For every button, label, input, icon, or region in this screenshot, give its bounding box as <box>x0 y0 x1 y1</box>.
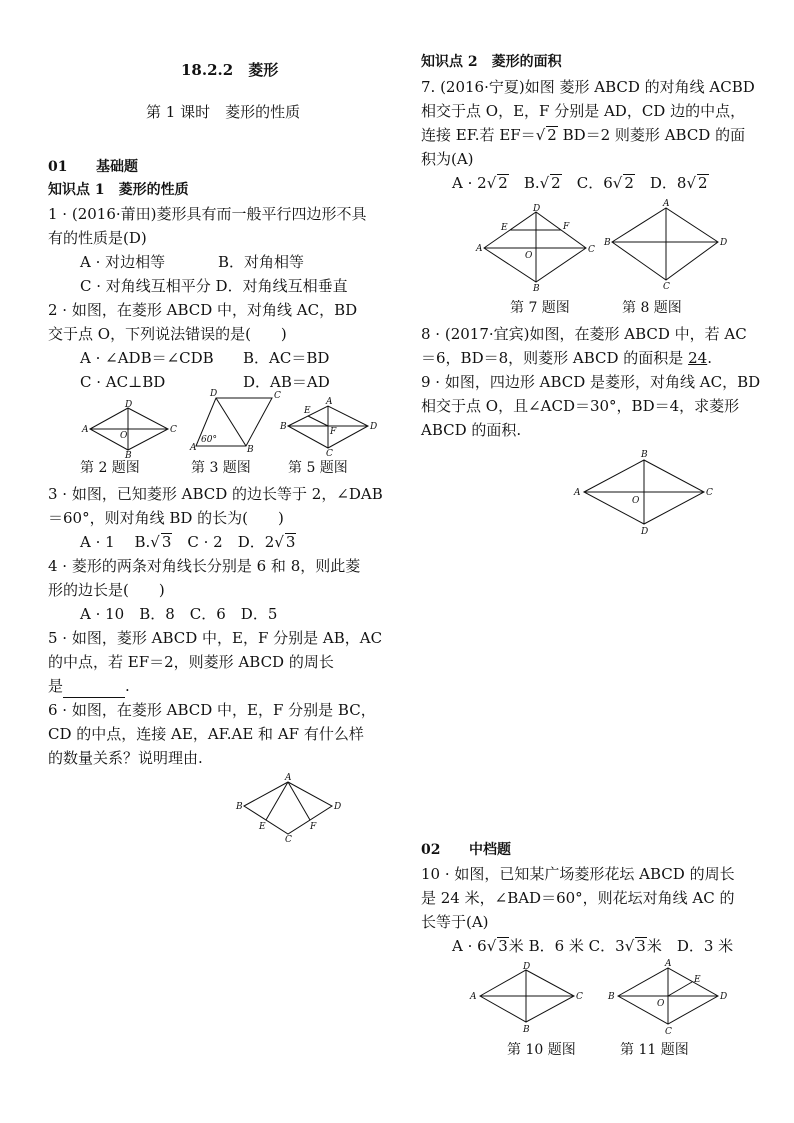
q7-line3-radicand: 2 <box>547 126 557 144</box>
fig6-label-d: D <box>334 802 342 812</box>
q8-line2 <box>421 346 712 370</box>
fig3-label-c: C <box>274 391 281 401</box>
figure-8-rhombus <box>604 200 728 290</box>
figure-9-rhombus <box>572 448 718 538</box>
q3-option-d-radicand: 3 <box>285 533 296 551</box>
part1-number: 01 <box>48 159 68 175</box>
section-title: 18.2.2 菱形 <box>181 61 279 79</box>
q10-option-a-unit: 米 <box>508 937 524 955</box>
caption-figure-7: 第 7 题图 <box>510 300 570 316</box>
fig2-label-a: A <box>82 425 89 435</box>
q7-line4: 积为(A) <box>421 150 474 168</box>
fig2-label-d: D <box>125 400 133 410</box>
part2-title: 中档题 <box>469 842 511 858</box>
fig11-label-a: A <box>665 959 672 969</box>
q8-answer: 24 <box>688 349 708 367</box>
q10-option-c-radicand: 3 <box>636 937 646 955</box>
q7-option-d-radicand: 2 <box>698 174 708 192</box>
q1-option-cd: C · 对角线互相平分 D．对角线互相垂直 <box>80 277 348 295</box>
q9-line1: 9 · 如图，四边形 ABCD 是菱形，对角线 AC，BD <box>421 373 761 391</box>
q6-line1: 6 · 如图，在菱形 ABCD 中，E，F 分别是 BC， <box>48 701 376 719</box>
q2-line2: 交于点 O，下列说法错误的是( ) <box>48 325 287 343</box>
q10-options: A · 6√ 3米 B．6 米 C．3√ 3米 D．3 米 <box>452 937 734 955</box>
figure-10-rhombus <box>470 962 588 1036</box>
fig10-label-a: A <box>470 992 477 1002</box>
fig2-label-c: C <box>170 425 177 435</box>
q10-option-bc: B．6 米 C．3 <box>523 937 625 955</box>
q4-line1: 4 · 菱形的两条对角线长分别是 6 和 8，则此菱 <box>48 557 361 575</box>
q7-option-b: B. <box>523 174 540 192</box>
fig5-label-b: B <box>280 422 287 432</box>
q2-option-c: C · AC⊥BD <box>80 373 166 391</box>
fig7-label-o: O <box>525 251 533 261</box>
q8-line2b: . <box>707 349 712 367</box>
q10-line1: 10 · 如图，已知某广场菱形花坛 ABCD 的周长 <box>421 865 735 883</box>
q5-line2: 的中点，若 EF＝2，则菱形 ABCD 的周长 <box>48 653 334 671</box>
figure-11-rhombus <box>606 959 732 1037</box>
fig11-label-e: E <box>694 975 701 985</box>
fig11-label-d: D <box>720 992 728 1002</box>
fig2-label-o: O <box>120 431 128 441</box>
q7-option-a-radicand: 2 <box>498 174 508 192</box>
fig6-label-c: C <box>285 835 292 845</box>
fig6-label-a: A <box>285 773 292 783</box>
fig5-label-d: D <box>370 422 378 432</box>
fig11-label-b: B <box>608 992 615 1002</box>
q10-option-a: A · 6 <box>452 937 487 955</box>
fig7-label-b: B <box>533 284 540 294</box>
caption-figure-11: 第 11 题图 <box>620 1042 689 1058</box>
q10-line3: 长等于(A) <box>421 913 489 931</box>
q7-line1: 7. (2016·宁夏)如图 菱形 ABCD 的对角线 ACBD <box>421 78 755 96</box>
q3-line2: ＝60°，则对角线 BD 的长为( ) <box>48 509 284 527</box>
fig3-label-b: B <box>247 445 254 455</box>
q6-line3: 的数量关系？说明理由. <box>48 749 203 767</box>
fig11-label-o: O <box>657 999 665 1009</box>
fig7-label-c: C <box>588 245 595 255</box>
figure-3-rhombus <box>190 389 281 455</box>
caption-figure-10: 第 10 题图 <box>507 1042 576 1058</box>
q7-option-d: D．8 <box>649 174 687 192</box>
q1-line1: 1 · (2016·莆田)菱形具有而一般平行四边形不具 <box>48 205 367 223</box>
fig9-label-b: B <box>641 450 648 460</box>
fig6-label-f: F <box>310 822 317 832</box>
q8-line1: 8 · (2017·宜宾)如图，在菱形 ABCD 中，若 AC <box>421 325 747 343</box>
q3-option-c: C · 2 <box>187 533 223 551</box>
q7-options: A · 2√ 2 B.√ 2 C．6√ 2 D．8√ 2 <box>452 174 708 192</box>
q10-option-cd: 米 D．3 米 <box>646 937 734 955</box>
fig7-label-a: A <box>476 244 483 254</box>
q7-line2: 相交于点 O，E，F 分别是 AD，CD 边的中点， <box>421 102 746 120</box>
fig11-label-c: C <box>665 1027 672 1037</box>
fig9-label-o: O <box>632 496 640 506</box>
knowledge-point-2: 知识点 2 菱形的面积 <box>421 54 562 70</box>
caption-figure-3: 第 3 题图 <box>191 460 251 476</box>
q8-line2a: ＝6，BD＝8，则菱形 ABCD 的面积是 <box>421 349 689 367</box>
fig2-label-b: B <box>125 451 132 461</box>
fig8-label-a: A <box>663 199 670 209</box>
caption-figure-5: 第 5 题图 <box>288 460 348 476</box>
fig8-label-c: C <box>663 282 670 292</box>
fig6-label-e: E <box>259 822 266 832</box>
q7-option-a: A · 2 <box>452 174 487 192</box>
lesson-title: 第 1 课时 菱形的性质 <box>146 103 301 121</box>
q3-option-b-radicand: 3 <box>161 533 172 551</box>
q3-line1: 3 · 如图，已知菱形 ABCD 的边长等于 2，∠DAB <box>48 485 383 503</box>
q4-options: A · 10 B．8 C．6 D．5 <box>80 605 278 623</box>
q1-option-a: A · 对边相等 <box>80 253 166 271</box>
fig9-label-a: A <box>574 488 581 498</box>
figure-2-rhombus <box>82 400 177 461</box>
q5-answer-blank <box>63 681 125 698</box>
q2-option-a: A · ∠ADB＝∠CDB <box>80 349 214 367</box>
fig5-label-c: C <box>326 449 333 459</box>
part2-number: 02 <box>421 842 441 858</box>
fig3-angle-60: 60° <box>201 435 217 445</box>
q2-option-d: D．AB＝AD <box>243 373 330 391</box>
q5-line3-text: 是 <box>48 677 64 695</box>
q10-option-a-radicand: 3 <box>498 937 508 955</box>
fig7-label-e: E <box>501 223 508 233</box>
q10-line2: 是 24 米，∠BAD＝60°，则花坛对角线 AC 的 <box>421 889 735 907</box>
fig7-label-d: D <box>533 204 541 214</box>
fig3-label-a: A <box>190 443 197 453</box>
q3-options: A · 1 B.√ 3 C · 2 D．2√ 3 <box>80 533 296 551</box>
q1-line2: 有的性质是(D) <box>48 229 147 247</box>
fig8-label-b: B <box>604 238 611 248</box>
q9-line3: ABCD 的面积. <box>421 421 522 439</box>
fig5-label-f: F <box>330 427 337 437</box>
q2-line1: 2 · 如图，在菱形 ABCD 中，对角线 AC，BD <box>48 301 358 319</box>
fig9-label-d: D <box>641 527 649 537</box>
q7-line3a: 连接 EF.若 EF＝ <box>421 126 536 144</box>
fig10-label-b: B <box>523 1025 530 1035</box>
caption-figure-2: 第 2 题图 <box>80 460 140 476</box>
figure-7-rhombus <box>476 204 596 294</box>
q7-line3b: BD＝2 则菱形 ABCD 的面 <box>557 126 746 144</box>
fig9-label-c: C <box>706 488 713 498</box>
q3-option-d: D．2 <box>237 533 275 551</box>
q3-option-b: B. <box>134 533 151 551</box>
q4-line2: 形的边长是( ) <box>48 581 165 599</box>
fig7-label-f: F <box>563 222 570 232</box>
q7-line3: 连接 EF.若 EF＝√ 2 BD＝2 则菱形 ABCD 的面 <box>421 126 746 144</box>
q7-option-c: C．6 <box>576 174 613 192</box>
fig5-label-a: A <box>326 397 333 407</box>
knowledge-point-1: 知识点 1 菱形的性质 <box>48 182 189 198</box>
q3-option-a: A · 1 <box>80 533 115 551</box>
fig3-label-d: D <box>210 389 218 399</box>
fig6-label-b: B <box>236 802 243 812</box>
part1-title: 基础题 <box>96 159 138 175</box>
fig8-label-d: D <box>720 238 728 248</box>
q7-option-b-radicand: 2 <box>551 174 561 192</box>
q5-line1: 5 · 如图，菱形 ABCD 中，E，F 分别是 AB，AC <box>48 629 383 647</box>
q9-line2: 相交于点 O，且∠ACD＝30°，BD＝4，求菱形 <box>421 397 740 415</box>
figure-6-rhombus <box>236 773 342 845</box>
fig5-label-e: E <box>304 406 311 416</box>
q1-option-b: B．对角相等 <box>218 253 305 271</box>
fig10-label-c: C <box>576 992 583 1002</box>
fig10-label-d: D <box>523 962 531 972</box>
caption-figure-8: 第 8 题图 <box>622 300 682 316</box>
figure-5-rhombus <box>280 397 378 459</box>
q7-option-c-radicand: 2 <box>624 174 634 192</box>
q2-option-b: B．AC＝BD <box>243 349 330 367</box>
q6-line2: CD 的中点，连接 AE，AF.AE 和 AF 有什么样 <box>48 725 364 743</box>
q5-line3: 是 . <box>48 674 130 698</box>
